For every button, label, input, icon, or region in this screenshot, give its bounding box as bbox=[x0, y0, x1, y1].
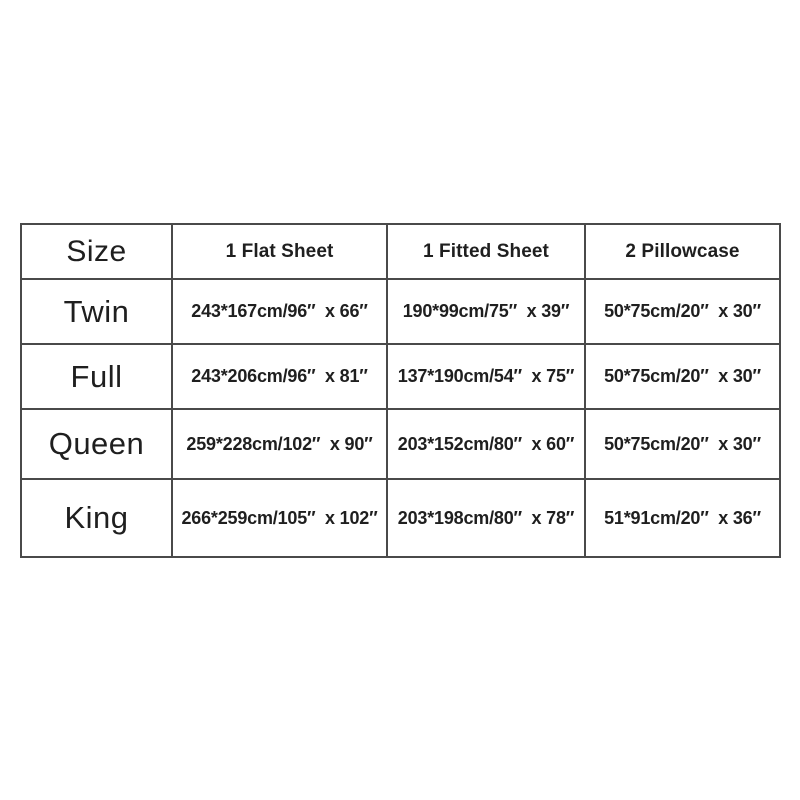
queen-fitted-sheet-dims: 203*152cm/80″ x 60″ bbox=[387, 409, 585, 479]
full-fitted-sheet-dims: 137*190cm/54″ x 75″ bbox=[387, 344, 585, 409]
size-label-twin: Twin bbox=[21, 279, 172, 344]
twin-fitted-sheet-dims: 190*99cm/75″ x 39″ bbox=[387, 279, 585, 344]
full-flat-sheet-dims: 243*206cm/96″ x 81″ bbox=[172, 344, 387, 409]
queen-flat-sheet-dims: 259*228cm/102″ x 90″ bbox=[172, 409, 387, 479]
column-header-flat-sheet: 1 Flat Sheet bbox=[172, 224, 387, 279]
table-row-queen bbox=[21, 409, 780, 479]
twin-pillowcase-dims: 50*75cm/20″ x 30″ bbox=[585, 279, 780, 344]
table-row-twin bbox=[21, 279, 780, 344]
table-header-row bbox=[21, 224, 780, 279]
size-label-queen: Queen bbox=[21, 409, 172, 479]
column-header-fitted-sheet: 1 Fitted Sheet bbox=[387, 224, 585, 279]
column-header-pillowcase: 2 Pillowcase bbox=[585, 224, 780, 279]
twin-flat-sheet-dims: 243*167cm/96″ x 66″ bbox=[172, 279, 387, 344]
king-flat-sheet-dims: 266*259cm/105″ x 102″ bbox=[172, 479, 387, 557]
size-label-king: King bbox=[21, 479, 172, 557]
size-label-full: Full bbox=[21, 344, 172, 409]
king-fitted-sheet-dims: 203*198cm/80″ x 78″ bbox=[387, 479, 585, 557]
full-pillowcase-dims: 50*75cm/20″ x 30″ bbox=[585, 344, 780, 409]
king-pillowcase-dims: 51*91cm/20″ x 36″ bbox=[585, 479, 780, 557]
queen-pillowcase-dims: 50*75cm/20″ x 30″ bbox=[585, 409, 780, 479]
table-row-full bbox=[21, 344, 780, 409]
size-chart-table bbox=[20, 223, 781, 558]
column-header-size: Size bbox=[21, 224, 172, 279]
table-row-king bbox=[21, 479, 780, 557]
